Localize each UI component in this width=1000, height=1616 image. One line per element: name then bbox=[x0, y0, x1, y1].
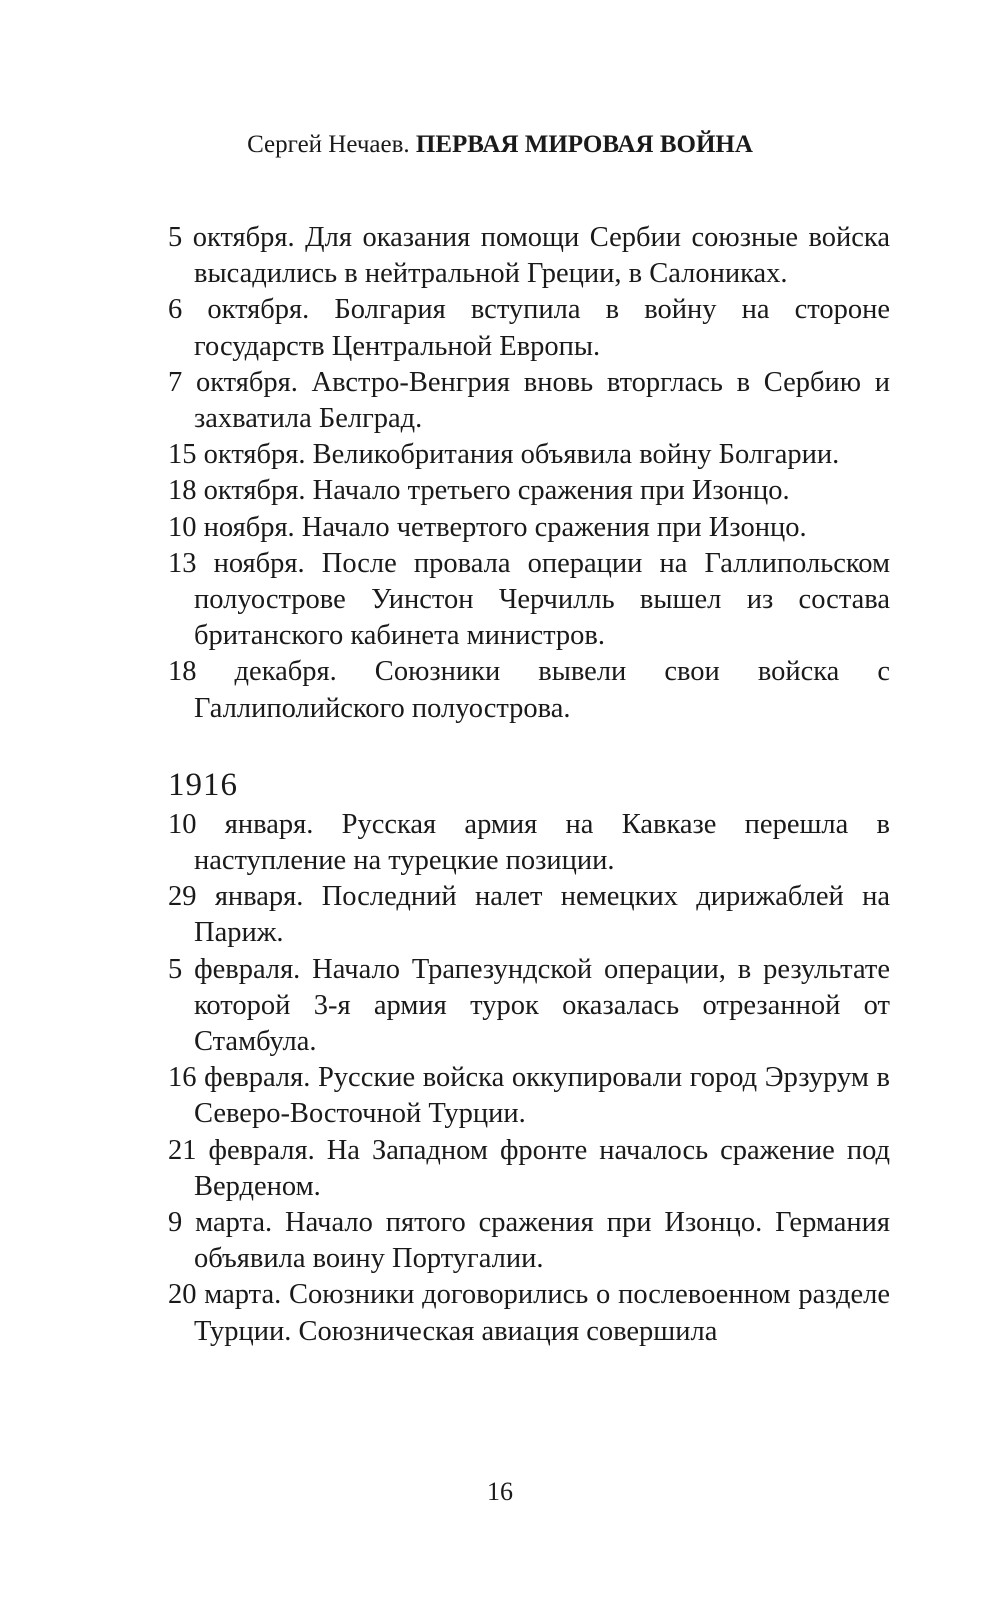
chronology-entry: 10 ноября. Начало четвертого сражения при Изонцо. bbox=[168, 511, 807, 543]
chronology-entry: 10 января. Русская армия на Кавказе перешла в наступление на турецкие позиции. bbox=[168, 808, 890, 877]
chronology-entry: 18 октября. Начало третьего сражения при Изонцо. bbox=[168, 475, 790, 507]
page-number: 16 bbox=[487, 1477, 513, 1506]
chronology-text bbox=[168, 220, 890, 1350]
chronology-entry: 20 марта. Союзники договорились о послевоенном разделе Турции. Союзническая авиация совершила bbox=[168, 1279, 890, 1347]
running-header bbox=[0, 130, 1000, 160]
chronology-entry: 6 октября. Болгария вступила в войну на стороне государств Центральной Европы. bbox=[168, 294, 890, 362]
year-heading: 1916 bbox=[168, 766, 238, 803]
chronology-entry: 7 октября. Австро-Венгрия вновь вторглась в Сербию и захватила Белград. bbox=[168, 366, 890, 435]
chronology-entry: 18 декабря. Союзники вывели свои войска с Галлиполийского полуострова. bbox=[168, 656, 890, 724]
chronology-entry: 13 ноября. После провала операции на Галлипольском полуострове Уинстон Черчилль вышел из состава британского кабинета министров. bbox=[168, 547, 890, 652]
chronology-entry: 16 февраля. Русские войска оккупировали город Эрзурум в Северо-Восточной Турции. bbox=[168, 1062, 890, 1130]
header-book-title: ПЕРВАЯ МИРОВАЯ ВОЙНА bbox=[415, 131, 753, 158]
chronology-entry: 21 февраля. На Западном фронте началось сражение под Верденом. bbox=[168, 1134, 890, 1202]
chronology-entry: 9 марта. Начало пятого сражения при Изонцо. Германия объявила воину Португалии. bbox=[168, 1207, 890, 1275]
header-author: Сергей Нечаев. bbox=[247, 131, 410, 158]
chronology-entry: 5 октября. Для оказания помощи Сербии союзные войска высадились в нейтральной Греции, в Салониках. bbox=[168, 222, 890, 290]
chronology-entry: 5 февраля. Начало Трапезундской операции, в результате которой 3-я армия турок оказалась отрезанной от Стамбула. bbox=[168, 953, 890, 1058]
chronology-entry: 15 октября. Великобритания объявила войну Болгарии. bbox=[168, 439, 840, 471]
chronology-entry: 29 января. Последний налет немецких дирижаблей на Париж. bbox=[168, 881, 890, 949]
